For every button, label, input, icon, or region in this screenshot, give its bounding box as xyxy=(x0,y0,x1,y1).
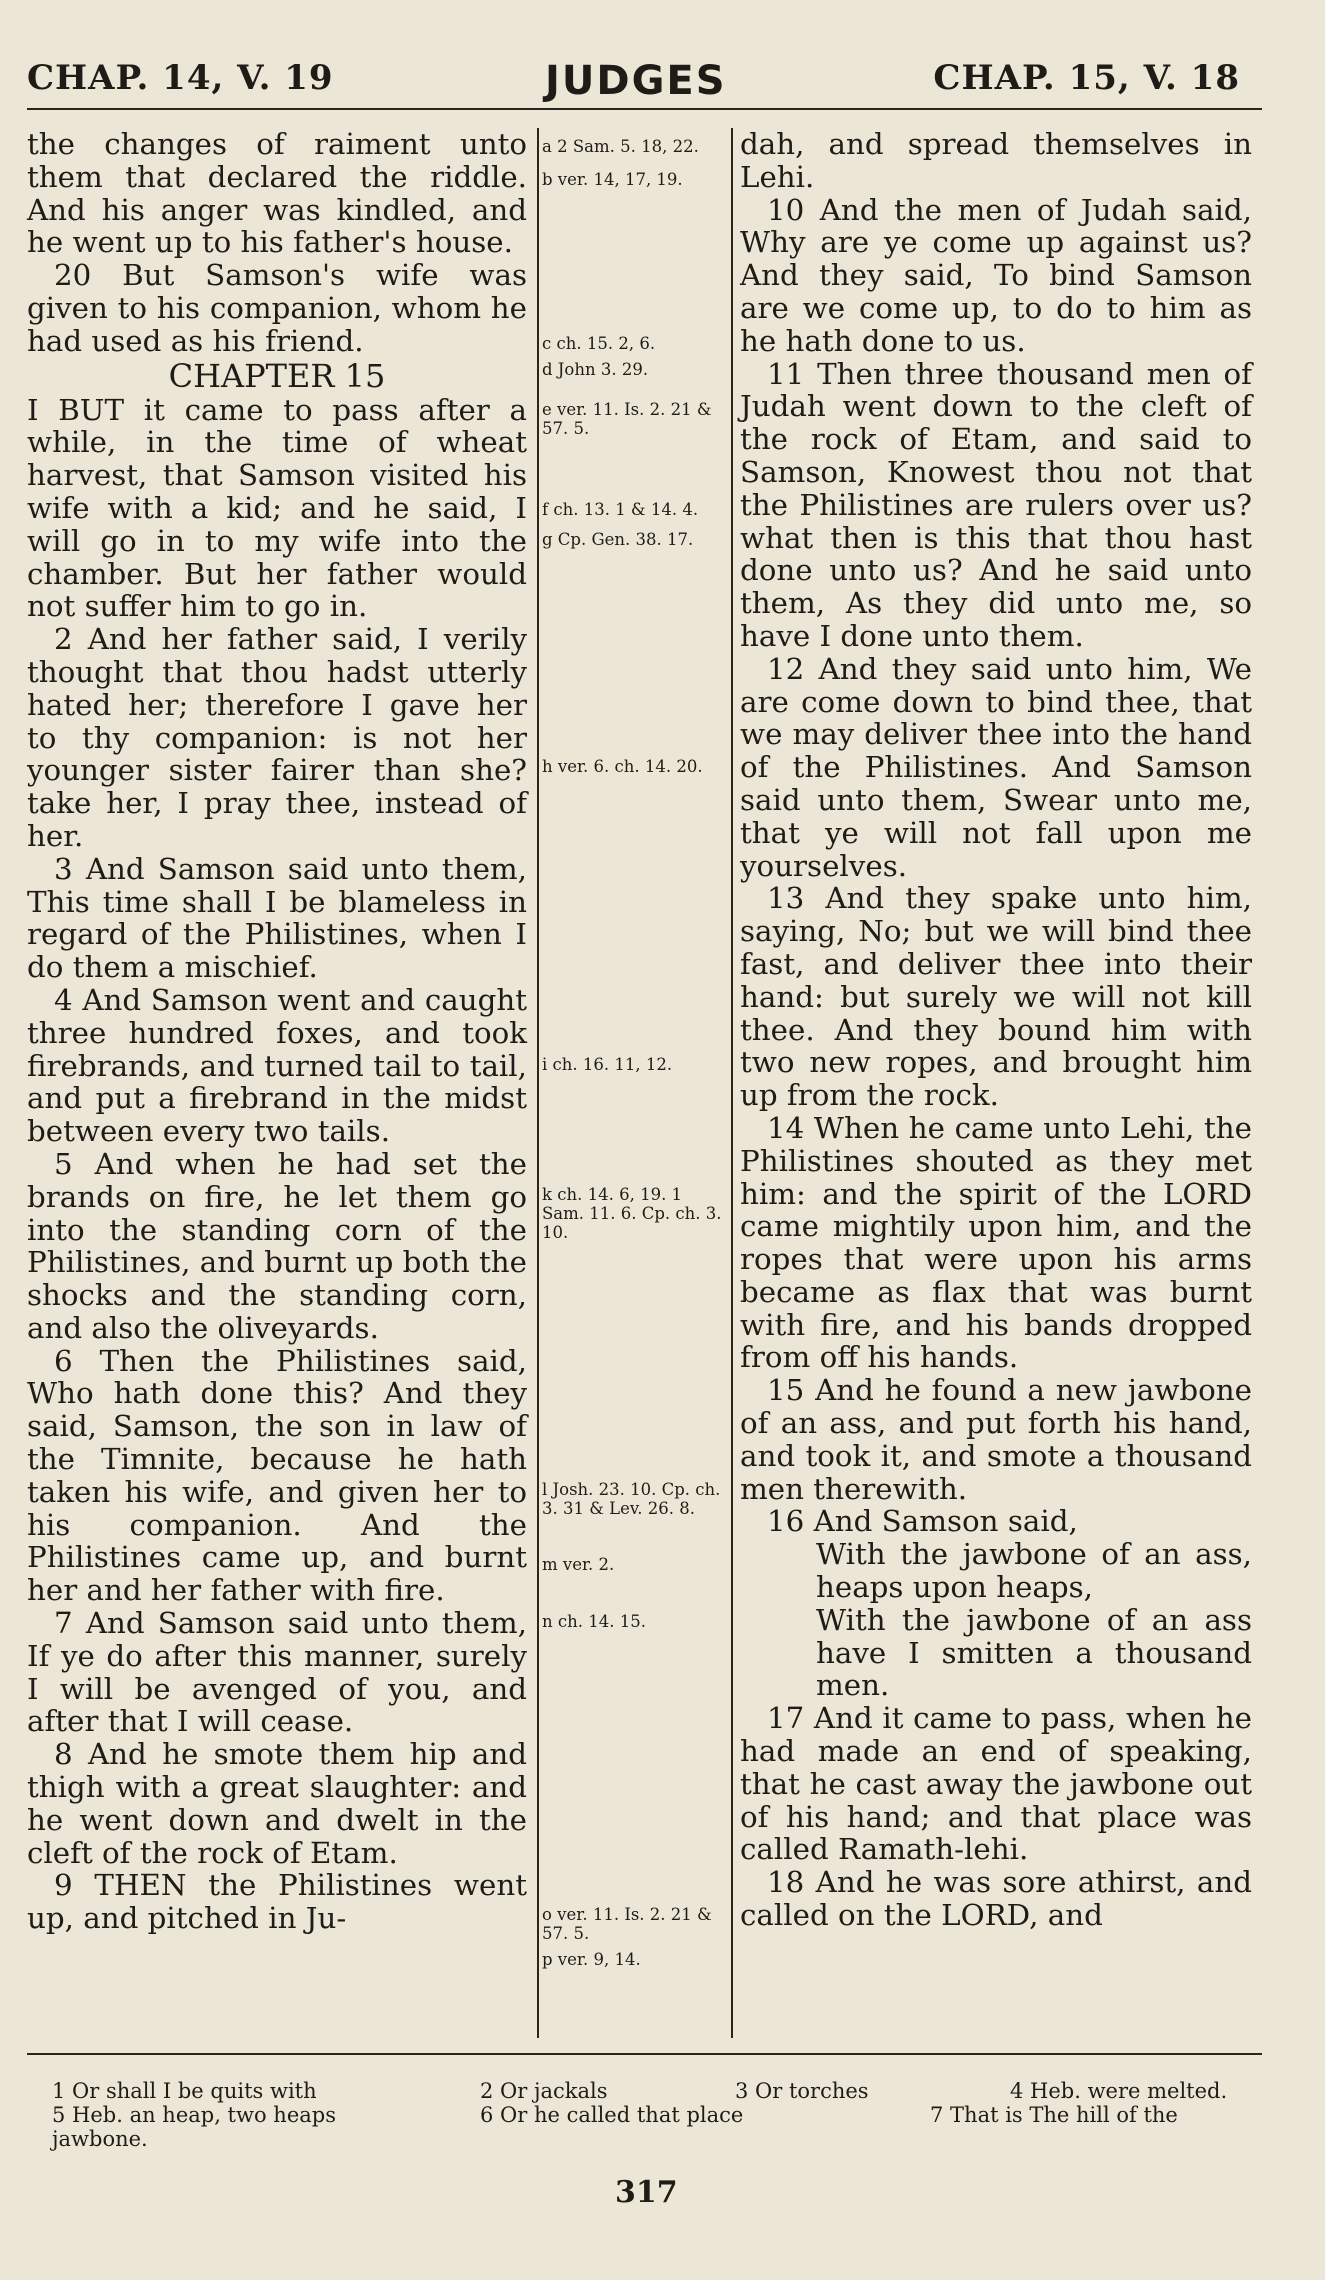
footnote: 2 Or jackals xyxy=(480,2079,608,2103)
footnote: 1 Or shall I be quits with xyxy=(52,2079,317,2103)
footnote: 5 Heb. an heap, two heaps xyxy=(52,2103,336,2127)
column-divider-right xyxy=(731,128,733,2038)
margin-ref: f ch. 13. 1 & 14. 4. xyxy=(542,500,699,519)
margin-ref: b ver. 14, 17, 19. xyxy=(542,170,683,189)
verse-text: 16 And Samson said, xyxy=(767,1504,1078,1539)
header-right-reference: CHAP. 15, V. 18 xyxy=(933,58,1240,98)
left-text-column xyxy=(27,128,527,1935)
verse-text: I BUT it came to pass after a while, in the time of wheat harvest, that Samson visited his wife with a kid; and he said, I will go in to my wife into the chamber. But her father would not suffer him to go in. xyxy=(27,392,527,624)
footnote: 7 That is The hill of the xyxy=(930,2103,1178,2127)
footnote: 6 Or he called that place xyxy=(480,2103,744,2127)
margin-ref: n ch. 14. 15. xyxy=(542,1612,646,1631)
verse-text: 10 And the men of Judah said, Why are ye come up against us? And they said, To bind Samson are we come up, to do to him as he hath done to us. xyxy=(740,192,1252,358)
footnote-rule xyxy=(27,2053,1262,2055)
verse-text: 20 But Samson's wife was given to his companion, whom he had used as his friend. xyxy=(27,258,527,358)
poetry-line: With the jawbone of an ass have I smitten a thousand men. xyxy=(816,1602,1252,1703)
verse-text: 7 And Samson said unto them, If ye do after this manner, surely I will be avenged of you, and after that I will cease. xyxy=(27,1606,527,1739)
poetry-line: With the jawbone of an ass, heaps upon heaps, xyxy=(816,1537,1252,1605)
margin-ref: o ver. 11. Is. 2. 21 & 57. 5. xyxy=(542,1905,712,1943)
verse-text: 6 Then the Philistines said, Who hath done this? And they said, Samson, the son in law of the Timnite, because he hath taken his wife, and given her to his companion. And the Philistines came up, and burnt her and her father with fire. xyxy=(27,1343,527,1608)
verse-text: 4 And Samson went and caught three hundred foxes, and took firebrands, and turned tail to tail, and put a firebrand in the midst between every two tails. xyxy=(27,982,527,1149)
chapter-heading: CHAPTER 15 xyxy=(168,356,386,395)
margin-ref: a 2 Sam. 5. 18, 22. xyxy=(542,137,699,156)
verse-text: 18 And he was sore athirst, and called on the LORD, and xyxy=(740,1865,1252,1933)
verse-text: 12 And they said unto him, We are come down to bind thee, that we may deliver thee into the hand of the Philistines. And Samson said unto them, Swear unto me, that ye will not fall upon me yourselves. xyxy=(740,651,1252,883)
verse-text: 13 And they spake unto him, saying, No; but we will bind thee fast, and deliver thee into their hand: but surely we will not kill thee. And they bound him with two new ropes, and brought him up from the rock. xyxy=(740,881,1252,1113)
verse-text: 15 And he found a new jawbone of an ass, and put forth his hand, and took it, and smote a thousand men therewith. xyxy=(740,1373,1252,1506)
column-divider-left xyxy=(537,128,539,2038)
footnote: jawbone. xyxy=(52,2127,148,2151)
margin-ref: l Josh. 23. 10. Cp. ch. 3. 31 & Lev. 26. 8. xyxy=(542,1480,721,1518)
margin-ref: i ch. 16. 11, 12. xyxy=(542,1055,673,1074)
margin-ref: h ver. 6. ch. 14. 20. xyxy=(542,757,703,776)
page-number: 317 xyxy=(615,2175,678,2210)
margin-ref: c ch. 15. 2, 6. xyxy=(542,334,656,353)
verse-text: dah, and spread themselves in Lehi. xyxy=(740,127,1252,194)
verse-text: 5 And when he had set the brands on fire, he let them go into the standing corn of the Philistines, and burnt up both the shocks and the standing corn, and also the oliveyards. xyxy=(27,1146,527,1345)
footnote: 3 Or torches xyxy=(735,2079,869,2103)
margin-ref: g Cp. Gen. 38. 17. xyxy=(542,530,694,549)
header-left-reference: CHAP. 14, V. 19 xyxy=(27,58,334,98)
header-book-title: JUDGES xyxy=(545,58,727,104)
verse-text: 8 And he smote them hip and thigh with a great slaughter: and he went down and dwelt in the cleft of the rock of Etam. xyxy=(27,1737,527,1870)
margin-ref: p ver. 9, 14. xyxy=(542,1950,641,1969)
margin-ref: k ch. 14. 6, 19. 1 Sam. 11. 6. Cp. ch. 3. 10. xyxy=(542,1185,722,1242)
verse-text: the changes of raiment unto them that declared the riddle. And his anger was kindled, and he went up to his father's house. xyxy=(27,127,527,260)
margin-ref: d John 3. 29. xyxy=(542,360,649,379)
footnote: 4 Heb. were melted. xyxy=(1010,2079,1228,2103)
verse-text: 17 And it came to pass, when he had made an end of speaking, that he cast away the jawbone out of his hand; and that place was called Ramath-lehi. xyxy=(740,1701,1252,1867)
verse-text: 2 And her father said, I verily thought that thou hadst utterly hated her; therefore I gave her to thy companion: is not her younger sister fairer than she? take her, I pray thee, instead of her. xyxy=(27,622,527,853)
header-rule xyxy=(27,108,1262,110)
verse-text: 3 And Samson said unto them, This time shall I be blameless in regard of the Philistines, when I do them a mischief. xyxy=(27,851,527,985)
verse-text: 9 THEN the Philistines went up, and pitched in Ju- xyxy=(27,1868,527,1936)
right-text-column xyxy=(740,128,1252,1932)
margin-ref: e ver. 11. Is. 2. 21 & 57. 5. xyxy=(542,400,712,438)
margin-ref: m ver. 2. xyxy=(542,1555,615,1574)
verse-text: 14 When he came unto Lehi, the Philistines shouted as they met him: and the spirit of the LORD came mightily upon him, and the ropes that were upon his arms became as flax that was burnt with fire, and his bands dropped from off his hands. xyxy=(740,1110,1252,1375)
verse-text: 11 Then three thousand men of Judah went down to the cleft of the rock of Etam, and said to Samson, Knowest thou not that the Philistines are rulers over us? what then is this that thou hast done unto us? And he said unto them, As they did unto me, so have I done unto them. xyxy=(740,356,1252,653)
